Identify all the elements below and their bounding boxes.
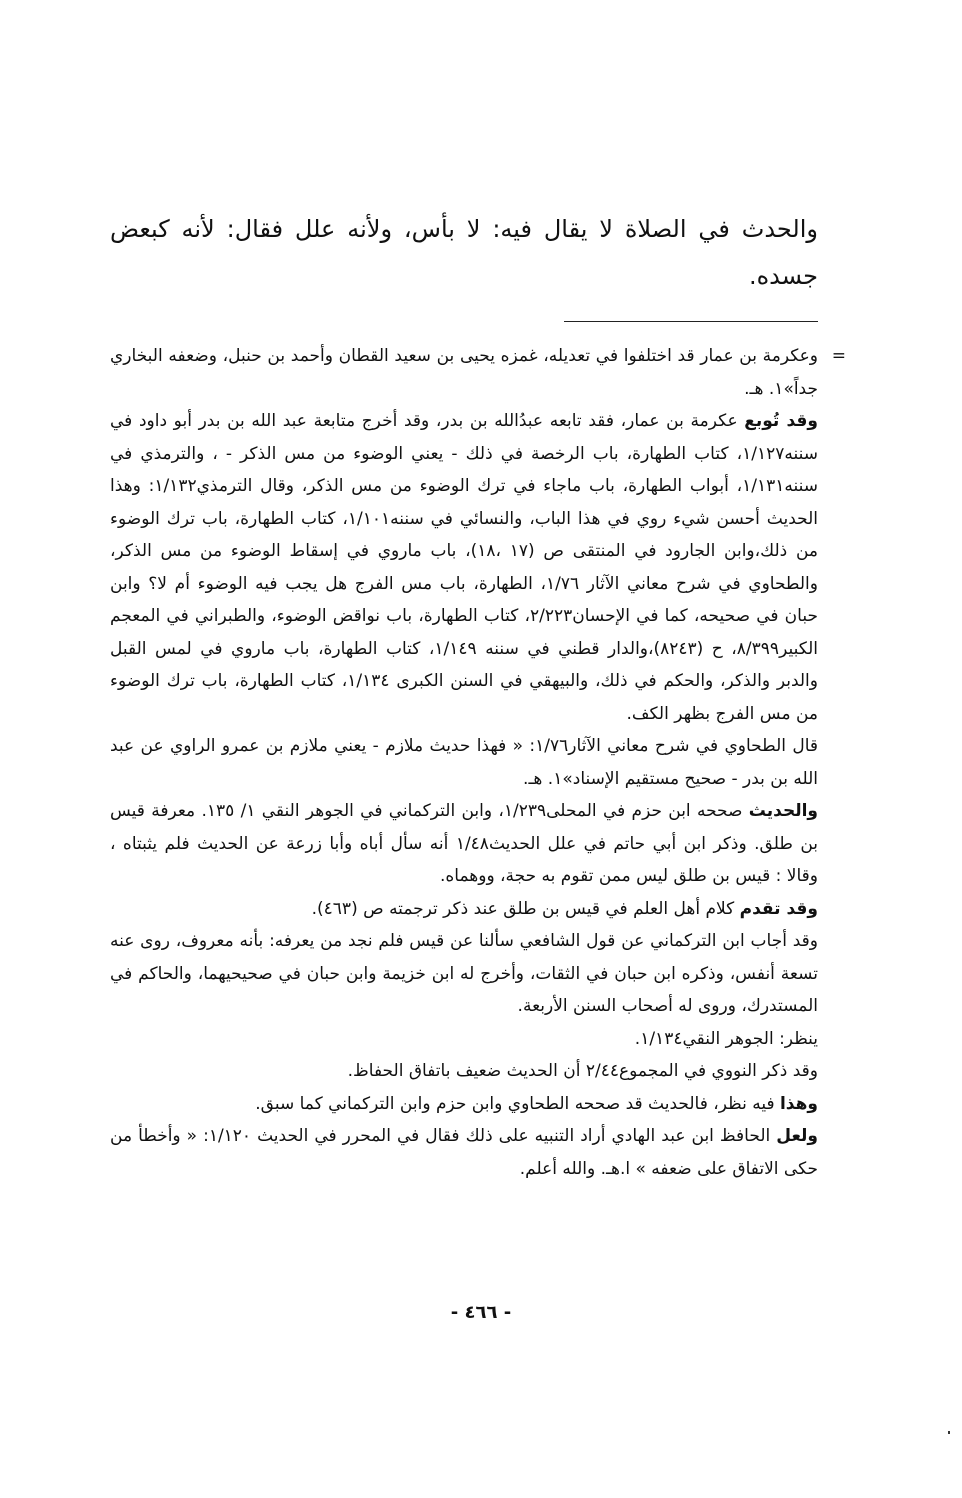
footnote-text: الحافظ ابن عبد الهادي أراد التنبيه على ذلك فقال في المحرر في الحديث ١/١٢٠: « وأخطأ من حكى الاتفاق على ضعفه » ا.هـ. والله أعلم. [110, 1126, 818, 1179]
scan-speck [948, 1431, 950, 1434]
footnote-text: ينظر: الجوهر النقي١/١٣٤. [634, 1028, 818, 1049]
footnote-lead: والحديث [748, 801, 818, 821]
footnote-paragraph [110, 730, 818, 795]
footnote-text: وعكرمة بن عمار قد اختلفوا في تعديله، غمزه يحيى بن سعيد القطان وأحمد بن حنبل، وضعفه البخاري جداً»١. هـ. [110, 346, 818, 399]
footnote-text: قال الطحاوي في شرح معاني الآثار١/٧٦: « فهذا حديث ملازم - يعني ملازم بن عمرو الراوي عن عبد الله بن بدر - صحيح مستقيم الإسناد»١. هـ. [110, 736, 818, 789]
footnote-lead: وقد تقدم [739, 898, 818, 919]
footnote-text: وقد أجاب ابن التركماني عن قول الشافعي سألنا عن قيس فلم نجد من يعرفه: بأنه معروف، روى عنه تسعة أنفس، وذكره ابن حبان في الثقات، وأخرج له ابن خزيمة وابن حبان في صحيحيهما، والحاكم في المستدرك، وروى له أصحاب السنن الأربعة. [110, 931, 818, 1016]
footnote-paragraph [110, 795, 818, 893]
footnote-text: عكرمة بن عمار، فقد تابعه عبدُالله بن بدر، وقد أخرج متابعة عبد الله بن بدر أبو داود في سننه١/١٢٧، كتاب الطهارة، باب الرخصة في ذلك - يعني الوضوء من مس الذكر - ، والترمذي في سننه١/١٣١، أبواب الطهارة، باب ماجاء في ترك الوضوء من مس الذكر، وقال الترمذي١/١٣٢: وهذا الحديث أحسن شيء روي في هذا الباب، والنسائي في سننه١/١٠١، كتاب الطهارة، باب ترك الوضوء من ذلك،وابن الجارود في المنتقى ص (١٧ ،١٨)، باب ماروي في إسقاط الوضوء من مس الذكر، والطحاوي في شرح معاني الآثار ١/٧٦، الطهارة، باب مس الفرج هل يجب فيه الوضوء أم لا؟ وابن حبان في صحيحه، كما في الإحسان٢/٢٢٣، كتاب الطهارة، باب نواقض الوضوء، والطبراني في المعجم الكبير٨/٣٩٩، ح (٨٢٤٣)،والدار قطني في سننه ١/١٤٩، كتاب الطهارة، باب ماروي في لمس القبل والدبر والذكر، والحكم في ذلك، والبيهقي في السنن الكبرى ١/١٣٤، كتاب الطهارة، باب ترك الوضوء من مس الفرج بظهر الكف. [110, 411, 818, 724]
footnote-paragraph [110, 1023, 818, 1056]
footnote-paragraph [110, 893, 818, 926]
footnote-lead: وقد تُوبع [744, 411, 818, 431]
footnote-text: فيه نظر، فالحديث قد صححه الطحاوي وابن حزم وابن التركماني كما سبق. [255, 1093, 780, 1114]
footnote-paragraph [110, 1120, 818, 1185]
footnote-separator-rule [564, 321, 818, 322]
main-text-paragraph: والحدث في الصلاة لا يقال فيه: لا بأس، ولأنه علل فقال: لأنه كبعض جسده. [110, 215, 818, 290]
footnote-text: صححه ابن حزم في المحلى١/٢٣٩، وابن التركماني في الجوهر النقي ١/ ١٣٥. معرفة قيس بن طلق. وذكر ابن أبي حاتم في علل الحديث١/٤٨ أنه سأل أباه وأبا زرعة عن الحديث فلم يثبتاه ، وقالا : قيس بن طلق ليس ممن تقوم به حجة، ووهماه. [110, 801, 818, 886]
footnote-lead: ولعل [776, 1126, 818, 1146]
page-number: - ٤٦٦ - [450, 1302, 512, 1323]
footnote-text: وقد ذكر النووي في المجموع٢/٤٤ أن الحديث ضعيف باتفاق الحفاظ. [347, 1061, 818, 1081]
continuation-marker: = [831, 346, 846, 366]
footnote-paragraph [110, 1088, 818, 1121]
footnote-paragraph [110, 1055, 818, 1088]
footnote-paragraph [110, 405, 818, 730]
footnotes-block [110, 340, 846, 1185]
footnote-paragraph [110, 340, 846, 405]
footnote-paragraph [110, 925, 818, 1023]
footnote-lead: وهذا [779, 1093, 818, 1114]
footnote-text: كلام أهل العلم في قيس بن طلق عند ذكر ترجمته ص (٤٦٣). [311, 898, 740, 919]
